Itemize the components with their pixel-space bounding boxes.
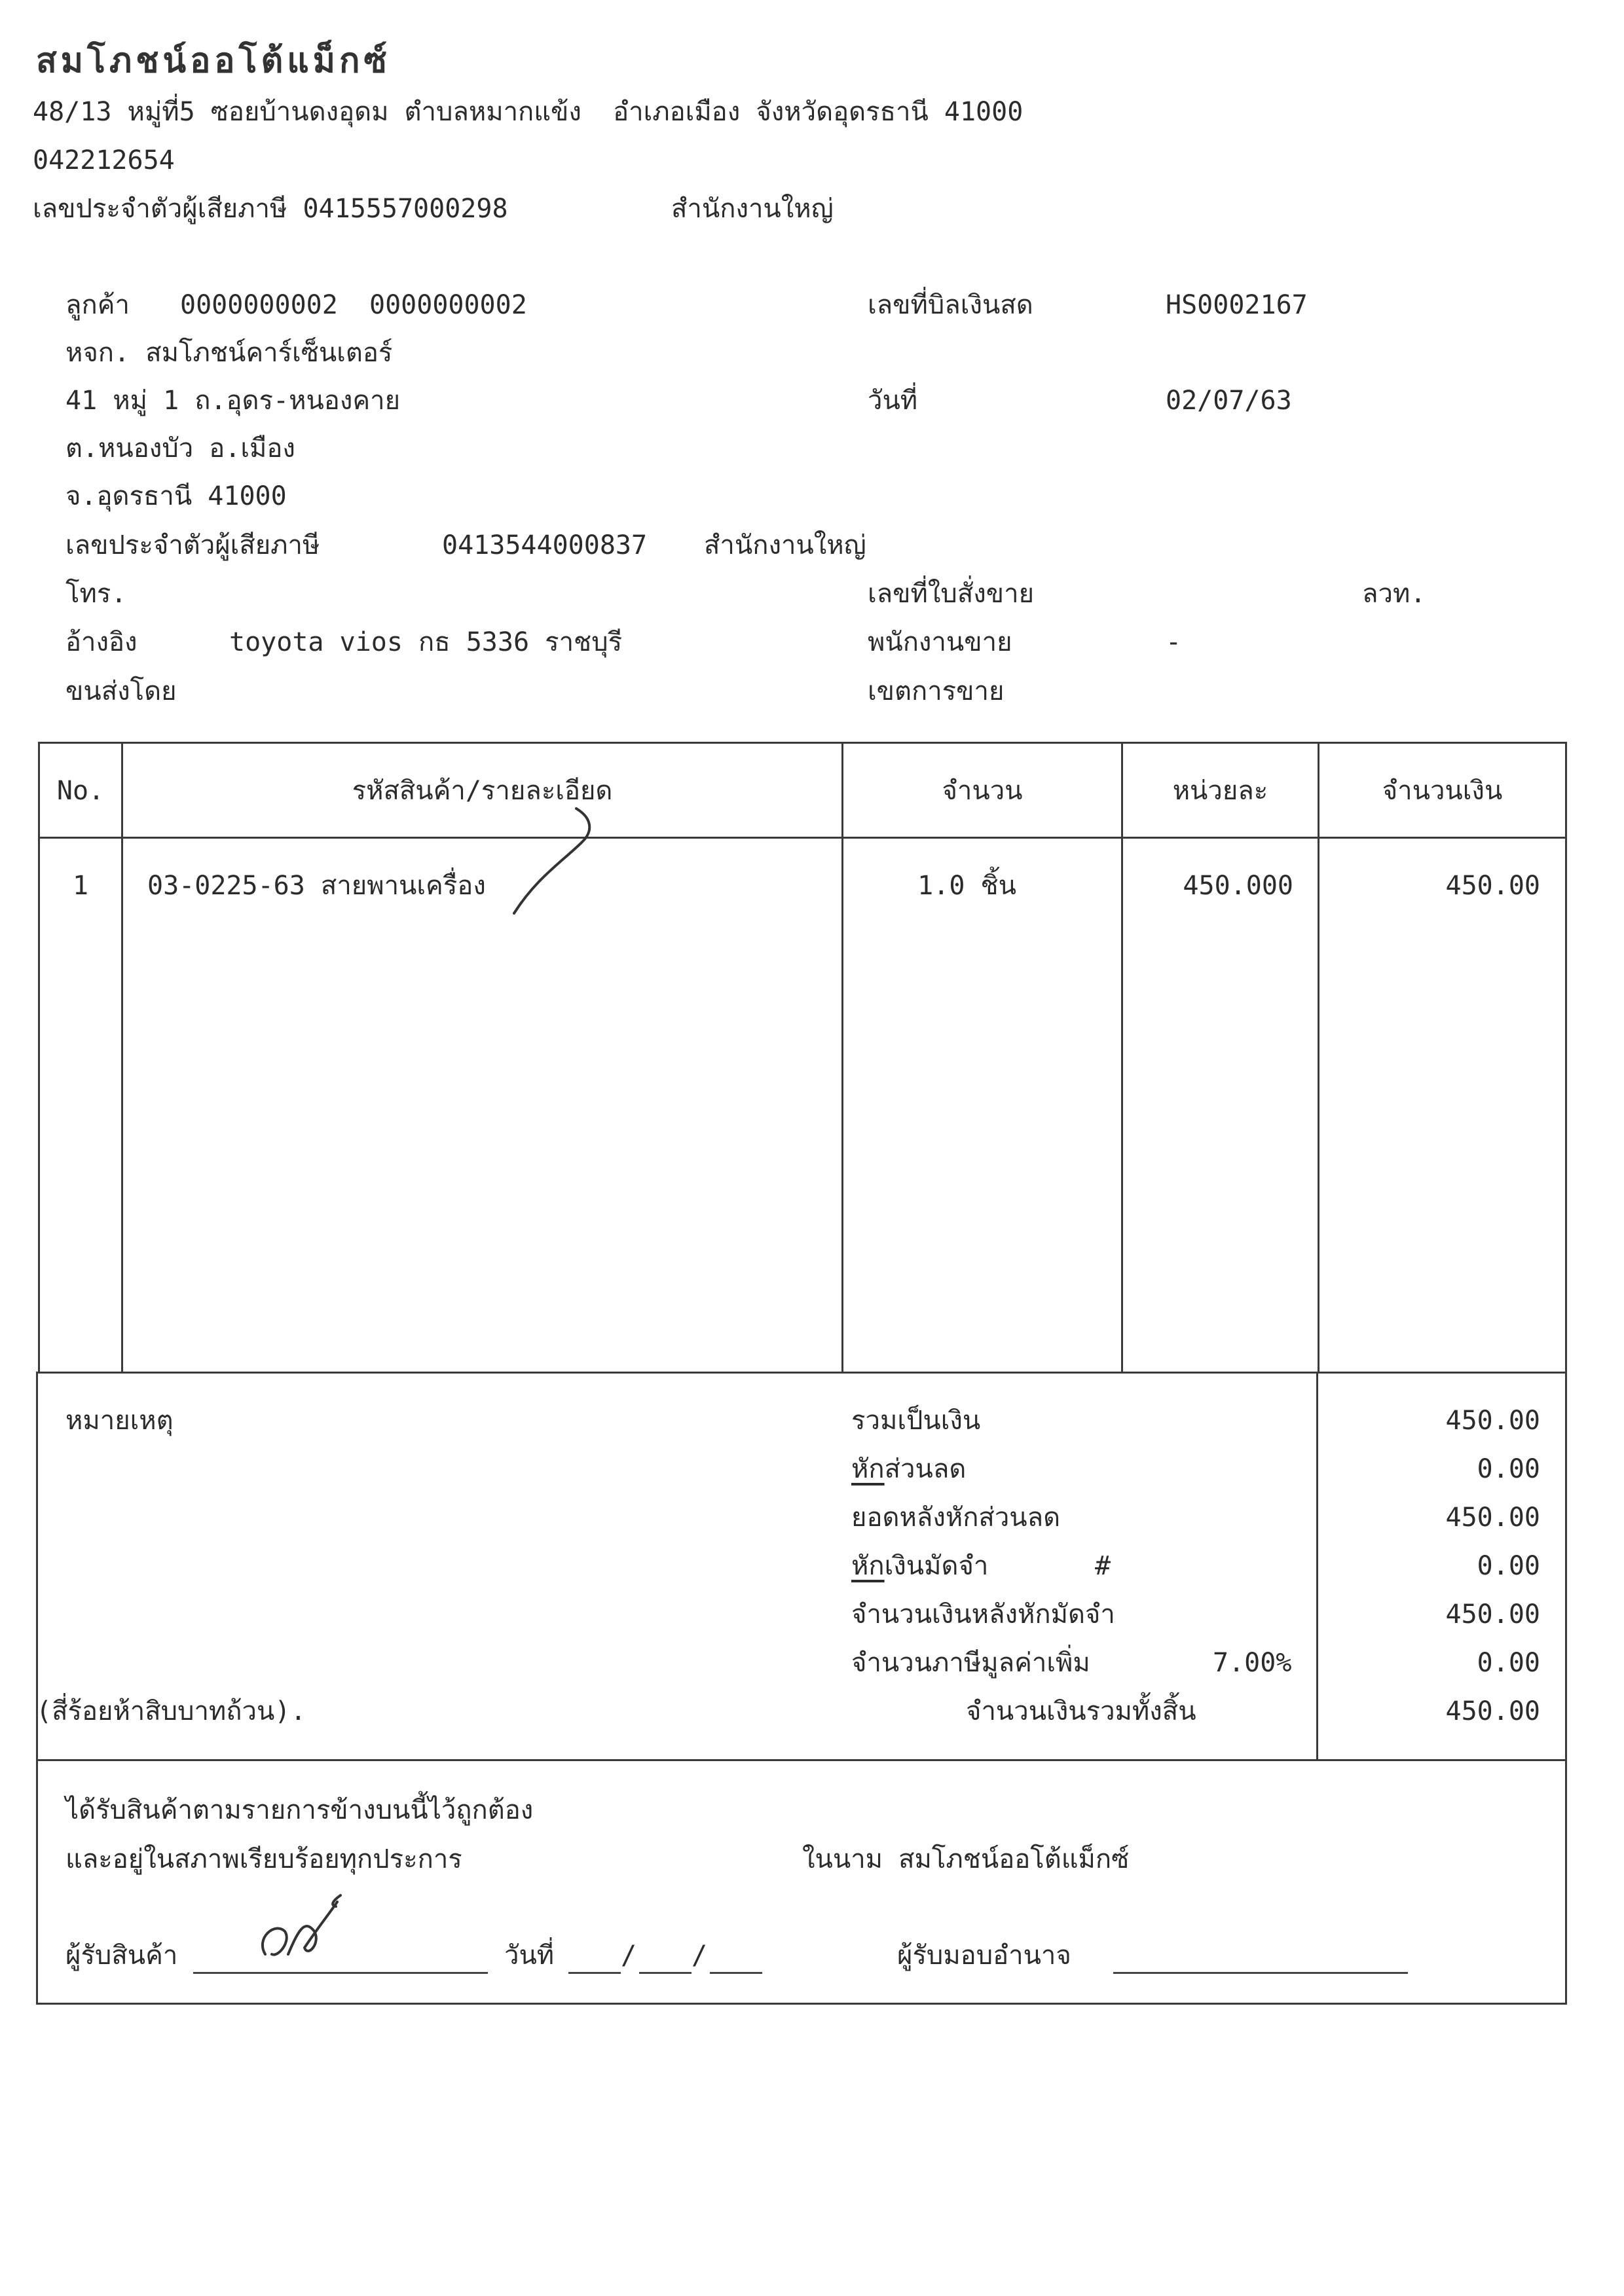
company-address: 48/13 หมู่ที่5 ซอยบ้านดงอุดม ตำบลหมากแข้ง อำเภอเมือง จังหวัดอุดรธานี 41000 — [33, 97, 1024, 127]
company-branch: สำนักงานใหญ่ — [671, 194, 834, 224]
shipping-label: ขนส่งโดย — [65, 676, 177, 706]
customer-tax-label: เลขประจำตัวผู้เสียภาษี — [65, 530, 320, 560]
deposit-mark: # — [1095, 1551, 1111, 1581]
header-quantity: จำนวน — [942, 776, 1023, 806]
receiver-label: ผู้รับสินค้า — [65, 1941, 178, 1971]
deposit-text: เงินมัดจำ — [884, 1551, 989, 1581]
customer-label: ลูกค้า — [65, 290, 130, 320]
header-unit-price: หน่วยละ — [1172, 776, 1268, 806]
received-statement-1: ได้รับสินค้าตามรายการข้างบนนี้ไว้ถูกต้อง — [65, 1795, 534, 1825]
after-discount-value: 450.00 — [1445, 1503, 1540, 1533]
vat-value: 0.00 — [1477, 1648, 1540, 1678]
sales-zone-label: เขตการขาย — [868, 676, 1005, 706]
bill-number: HS0002167 — [1166, 290, 1308, 320]
handwritten-check-mark — [511, 805, 616, 923]
row-no: 1 — [72, 871, 89, 901]
customer-name: หจก. สมโภชน์คาร์เซ็นเตอร์ — [65, 338, 393, 368]
received-statement-2: และอยู่ในสภาพเรียบร้อยทุกประการ — [65, 1844, 462, 1874]
sales-order-label: เลขที่ใบสั่งขาย — [868, 579, 1035, 609]
discount-text: ส่วนลด — [884, 1454, 967, 1484]
subtotal-value: 450.00 — [1445, 1406, 1540, 1436]
receive-date-label: วันที่ — [504, 1941, 555, 1971]
deposit-value: 0.00 — [1477, 1551, 1540, 1581]
grand-total-value: 450.00 — [1445, 1696, 1540, 1726]
receiver-signature-line — [193, 1972, 488, 1974]
vat-rate: 7.00% — [1213, 1648, 1292, 1678]
discount-prefix: หัก — [851, 1454, 885, 1484]
column-divider — [841, 742, 843, 1374]
column-divider — [1121, 742, 1123, 1374]
subtotal-label: รวมเป็นเงิน — [851, 1406, 981, 1436]
customer-tax-id: 0413544000837 — [442, 530, 648, 560]
reference-value: toyota vios กธ 5336 ราชบุรี — [229, 627, 623, 657]
header-no: No. — [56, 776, 105, 806]
vat-label: จำนวนภาษีมูลค่าเพิ่ม — [851, 1648, 1090, 1678]
authorized-label: ผู้รับมอบอำนาจ — [897, 1941, 1071, 1971]
deposit-label — [851, 1550, 988, 1582]
row-amount: 450.00 — [1445, 871, 1540, 901]
customer-address-1: 41 หมู่ 1 ถ.อุดร-หนองคาย — [65, 386, 401, 416]
customer-codes: 0000000002 0000000002 — [180, 290, 527, 320]
remark-label: หมายเหตุ — [65, 1406, 174, 1436]
customer-phone-label: โทร. — [65, 579, 127, 609]
salesperson-label: พนักงานขาย — [868, 627, 1012, 657]
column-divider — [1318, 742, 1320, 1374]
header-description: รหัสสินค้า/รายละเอียด — [352, 776, 613, 806]
date-separator: / — [692, 1941, 708, 1971]
date-year-blank — [710, 1972, 762, 1974]
company-tax-id: เลขประจำตัวผู้เสียภาษี 0415557000298 — [33, 194, 508, 224]
customer-branch: สำนักงานใหญ่ — [704, 530, 866, 560]
header-amount: จำนวนเงิน — [1382, 776, 1503, 806]
bill-number-label: เลขที่บิลเงินสด — [868, 290, 1033, 320]
column-divider — [121, 742, 123, 1374]
discount-value: 0.00 — [1477, 1454, 1540, 1484]
salesperson-value: - — [1166, 627, 1182, 657]
grand-total-label: จำนวนเงินรวมทั้งสิ้น — [966, 1696, 1196, 1726]
amount-in-words: (สี่ร้อยห้าสิบบาทถ้วน). — [36, 1696, 306, 1726]
summary-divider — [1316, 1372, 1318, 1761]
row-unit-price: 450.000 — [1183, 871, 1293, 901]
table-header-divider — [38, 837, 1567, 839]
company-name: สมโภชน์ออโต้แม็กซ์ — [36, 41, 391, 81]
row-description: 03-0225-63 สายพานเครื่อง — [147, 871, 486, 901]
company-phone: 042212654 — [33, 145, 175, 175]
customer-address-3: จ.อุดรธานี 41000 — [65, 481, 287, 511]
customer-address-2: ต.หนองบัว อ.เมือง — [65, 433, 295, 464]
date-separator: / — [621, 1941, 637, 1971]
date-month-blank — [639, 1972, 692, 1974]
after-discount-label: ยอดหลังหักส่วนลด — [851, 1503, 1061, 1533]
after-deposit-label: จำนวนเงินหลังหักมัดจำ — [851, 1599, 1115, 1630]
reference-label: อ้างอิง — [65, 627, 138, 657]
date-day-blank — [568, 1972, 621, 1974]
on-behalf-of: ในนาม สมโภชน์ออโต้แม็กซ์ — [802, 1844, 1130, 1874]
authorized-signature-line — [1113, 1972, 1408, 1974]
date-label: วันที่ — [868, 386, 918, 416]
deposit-prefix: หัก — [851, 1551, 885, 1581]
document-date: 02/07/63 — [1166, 386, 1292, 416]
discount-label — [851, 1453, 966, 1485]
row-quantity: 1.0 ชิ้น — [917, 871, 1016, 901]
sales-order-value: ลวท. — [1362, 579, 1426, 609]
after-deposit-value: 450.00 — [1445, 1599, 1540, 1630]
receiver-signature — [252, 1892, 370, 1971]
